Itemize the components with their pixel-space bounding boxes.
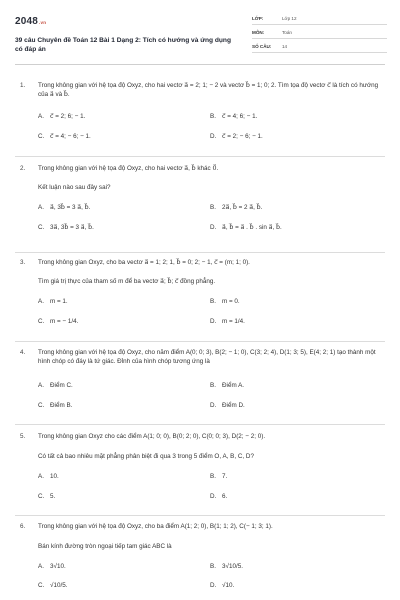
question-3 — [20, 259, 382, 326]
meta-label: LỚP: — [252, 15, 264, 21]
meta-row-count — [252, 42, 387, 53]
option-c[interactable]: C. 5. — [38, 492, 56, 500]
question-text: Trong không gian Oxyz, cho ba vectơ a⃗ = 1; 2; 1, b⃗ = 0; 2; − 1, c⃗ = (m; 1; 0). — [38, 259, 250, 266]
option-d[interactable]: D. √10. — [210, 581, 235, 589]
question-number: 3. — [20, 259, 26, 266]
option-a[interactable]: A. 3√10. — [38, 563, 66, 570]
question-text: Trong không gian với hệ tọa độ Oxyz, cho hai vectơ a⃗ = 2; 1; − 2 và vectơ b⃗ = 1; 0; 2. Tìm tọa độ vectơ c⃗ là tích có hướng của a⃗ và b⃗. — [38, 82, 379, 98]
document-title: 39 câu Chuyên đề Toán 12 Bài 1 Dạng 2: Tích có hướng và ứng dụng có đáp án — [15, 37, 231, 54]
question-number: 5. — [20, 433, 26, 440]
question-divider — [15, 515, 385, 516]
option-b[interactable]: B. c⃗ = 4; 6; − 1. — [210, 113, 258, 120]
option-c[interactable]: C. m = − 1/4. — [38, 317, 79, 325]
question-text: Trong không gian Oxyz cho các điểm A(1; 0; 0), B(0; 2; 0), C(0; 0; 3), D(2; − 2; 0). — [38, 433, 266, 440]
question-number: 4. — [20, 349, 26, 356]
option-b[interactable]: B. Điểm A. — [210, 382, 245, 389]
option-a[interactable]: A. 10. — [38, 473, 59, 480]
question-subtext: Bán kính đường tròn ngoại tiếp tam giác ABC là — [38, 542, 172, 550]
question-4 — [20, 349, 382, 410]
meta-label: MÔN: — [252, 29, 265, 35]
option-c[interactable]: C. 3a⃗, 3b⃗ = 3 a⃗, b⃗. — [38, 223, 94, 231]
question-number: 1. — [20, 82, 26, 89]
option-d[interactable]: D. a⃗, b⃗ = a⃗ . b⃗ . sin a⃗, b⃗. — [210, 223, 282, 231]
site-logo[interactable]: 2048.vn — [15, 16, 47, 27]
question-number: 2. — [20, 165, 26, 172]
meta-row-subject — [252, 28, 387, 39]
option-d[interactable]: D. Điểm D. — [210, 401, 245, 409]
meta-panel — [252, 14, 387, 56]
option-a[interactable]: A. c⃗ = 2; 6; − 1. — [38, 113, 86, 120]
meta-value: 14 — [282, 43, 288, 49]
question-number: 6. — [20, 523, 26, 530]
question-subtext: Kết luận nào sau đây sai? — [38, 183, 111, 191]
meta-label: SỐ CÂU: — [252, 43, 272, 49]
option-c[interactable]: C. c⃗ = 4; − 6; − 1. — [38, 132, 91, 140]
question-text: Trong không gian với hệ tọa độ Oxyz, cho hai vectơ a⃗, b⃗ khác 0⃗. — [38, 165, 219, 172]
option-b[interactable]: B. 2a⃗, b⃗ = 2 a⃗, b⃗. — [210, 204, 263, 211]
question-6 — [20, 523, 382, 590]
question-2 — [20, 165, 382, 232]
option-b[interactable]: B. 7. — [210, 473, 228, 480]
option-b[interactable]: B. m = 0. — [210, 298, 240, 305]
header-divider — [15, 64, 385, 65]
question-divider — [15, 156, 385, 157]
option-a[interactable]: A. Điểm C. — [38, 382, 73, 389]
question-text: Trong không gian với hệ tọa độ Oxyz, cho ba điểm A(1; 2; 0), B(1; 1; 2), C(− 1; 3; 1). — [38, 523, 273, 530]
question-divider — [15, 252, 385, 253]
question-divider — [15, 424, 385, 425]
option-d[interactable]: D. c⃗ = 2; − 6; − 1. — [210, 132, 263, 140]
question-divider — [15, 341, 385, 342]
option-d[interactable]: D. m = 1/4. — [210, 317, 245, 325]
question-5 — [20, 433, 382, 501]
option-d[interactable]: D. 6. — [210, 492, 228, 500]
option-a[interactable]: A. m = 1. — [38, 298, 68, 305]
option-b[interactable]: B. 3√10/5. — [210, 563, 243, 570]
question-subtext: Tìm giá trị thực của tham số m để ba vectơ a⃗; b⃗; c⃗ đồng phẳng. — [38, 277, 216, 285]
meta-row-class — [252, 14, 387, 25]
option-c[interactable]: C. √10/5. — [38, 581, 68, 589]
meta-value: Lớp 12 — [282, 15, 297, 21]
option-c[interactable]: C. Điểm B. — [38, 401, 73, 409]
question-text: Trong không gian với hệ tọa độ Oxyz, cho năm điểm A(0; 0; 3), B(2; − 1; 0), C(3; 2; 4), D(1; 3; 5), E(4; 2; 1) tạo thành một hình chóp có đáy là tứ giác. Đỉnh của hình chóp tương ứng là — [38, 349, 376, 365]
question-subtext: Có tất cả bao nhiêu mặt phẳng phân biệt đi qua 3 trong 5 điểm O, A, B, C, D? — [38, 452, 254, 460]
option-a[interactable]: A. a⃗, 3b⃗ = 3 a⃗, b⃗. — [38, 204, 91, 211]
meta-value: Toán — [282, 29, 292, 35]
question-1 — [20, 82, 382, 141]
